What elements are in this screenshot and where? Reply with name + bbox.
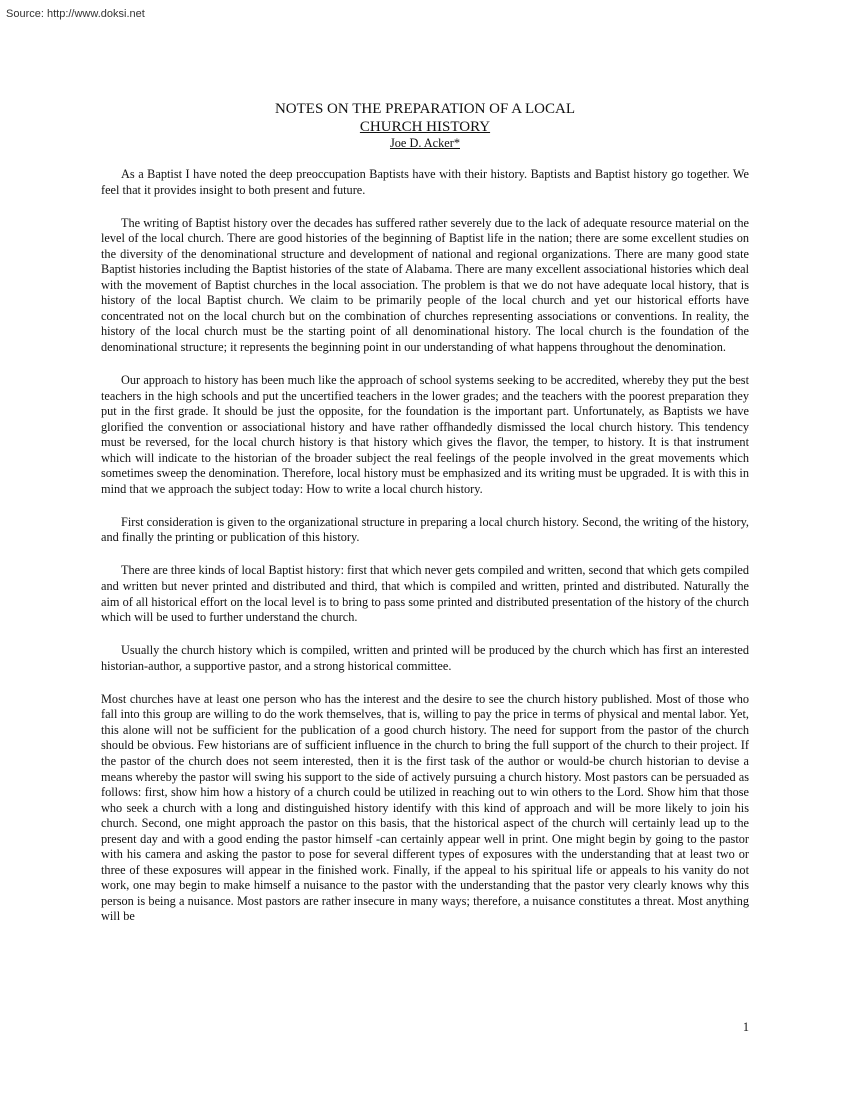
page-number: 1: [742, 1020, 749, 1034]
paragraph-considerations: First consideration is given to the organizational structure in preparing a local church history. Second, the writing of the history, and finally the printing or publication of this history.: [101, 514, 749, 545]
paragraph-pastor-support: Most churches have at least one person who has the interest and the desire to see the church history published. Most of those who fall into this group are willing to do the work themselves, that is, willing to pay the price in terms of physical and mental labor. Yet, this alone will not be sufficient for the publication of a good church history. The need for support from the pastor of the church should be obvious. Few historians are of sufficient influence in the church to bring the full support of the church to their project. If the pastor of the church does not seem interested, then it is the first task of the author or would-be church historian to devise a means whereby the pastor will swing his support to the side of actively pursuing a church history. Most pastors can be persuaded as follows: first, show him how a history of a church could be utilized in reaching out to win others to the Lord. Show him that those who seek a church with a long and distinguished history identify with this kind of approach and will be more likely to join his church. Second, one might approach the pastor on this basis, that the historical aspect of the church will certainly lead up to the present day and with a good ending the pastor himself -can certainly appear well in print. One might begin by going to the pastor with his camera and asking the pastor to pose for several different types of exposures with the understanding that at least two or three of these exposures will appear in the finished work. Finally, if the appeal to his spiritual life or appeals to his vanity do not work, one may begin to make himself a nuisance to the pastor with the understanding that the pastor very clearly knows why this person is being a nuisance. Most pastors are rather insecure in many ways; therefore, a nuisance constitutes a threat. Most anything will be: [101, 691, 749, 924]
title-block: [101, 100, 749, 151]
paragraph-three-kinds: There are three kinds of local Baptist history: first that which never gets compiled and written, second that which gets compiled and written but never printed and distributed and third, that which is compiled and written, printed and distributed. Naturally the aim of all historical effort on the local level is to bring to pass some printed and distributed presentation of the history of the church which will be used to further understand the church.: [101, 563, 749, 625]
page-title: NOTES ON THE PREPARATION OF A LOCAL: [274, 101, 576, 117]
document-page: [101, 100, 749, 942]
page-title-continued: CHURCH HISTORY: [359, 119, 491, 135]
paragraph-school-analogy: Our approach to history has been much like the approach of school systems seeking to be accredited, whereby they put the best teachers in the high schools and put the uncertified teachers in the lower grades; and the teachers with the poorest preparation they put in the first grade. It should be just the opposite, for the foundation is the important part. Unfortunately, as Baptists we have glorified the convention or associational history and have rather offhandedly dismissed the local church history. This tendency must be reversed, for the local church history is that history which gives the flavor, the temper, to history. It is that instrument which will indicate to the historian of the broader subject the real feelings of the people involved in the great movements which sometimes sweep the denomination. Therefore, local history must be emphasized and its writing must be upgraded. It is with this in mind that we approach the subject today: How to write a local church history.: [101, 373, 749, 496]
author-byline: Joe D. Acker*: [389, 136, 460, 150]
paragraph-intro: As a Baptist I have noted the deep preoccupation Baptists have with their history. Baptists and Baptist history go together. We feel that it provides insight to both present and future.: [101, 167, 749, 197]
source-url: Source: http://www.doksi.net: [6, 8, 145, 20]
paragraph-local-church-history: The writing of Baptist history over the decades has suffered rather severely due to the lack of adequate resource material on the level of the local church. There are good histories of the beginning of Baptist life in the nation; there are some excellent studies on the diversity of the denominational structure and development of national and regional organizations. There are many good state Baptist histories including the Baptist histories of the state of Alabama. There are many excellent associational histories which deal with the movement of Baptist churches in the local association. The problem is that we do not have adequate local history, that is history of the local Baptist church. We claim to be primarily people of the local church and yet our historical efforts have concentrated not on the local church but on the combination of churches representing associations or conventions. In reality, the history of the local church must be the starting point of all denominational history. The local church is the foundation of the denominational structure; it represents the beginning point in our understanding of what happens throughout the denomination.: [101, 215, 749, 354]
paragraph-requirements: Usually the church history which is compiled, written and printed will be produced by the church which has first an interested historian-author, a supportive pastor, and a strong historical committee.: [101, 643, 749, 673]
